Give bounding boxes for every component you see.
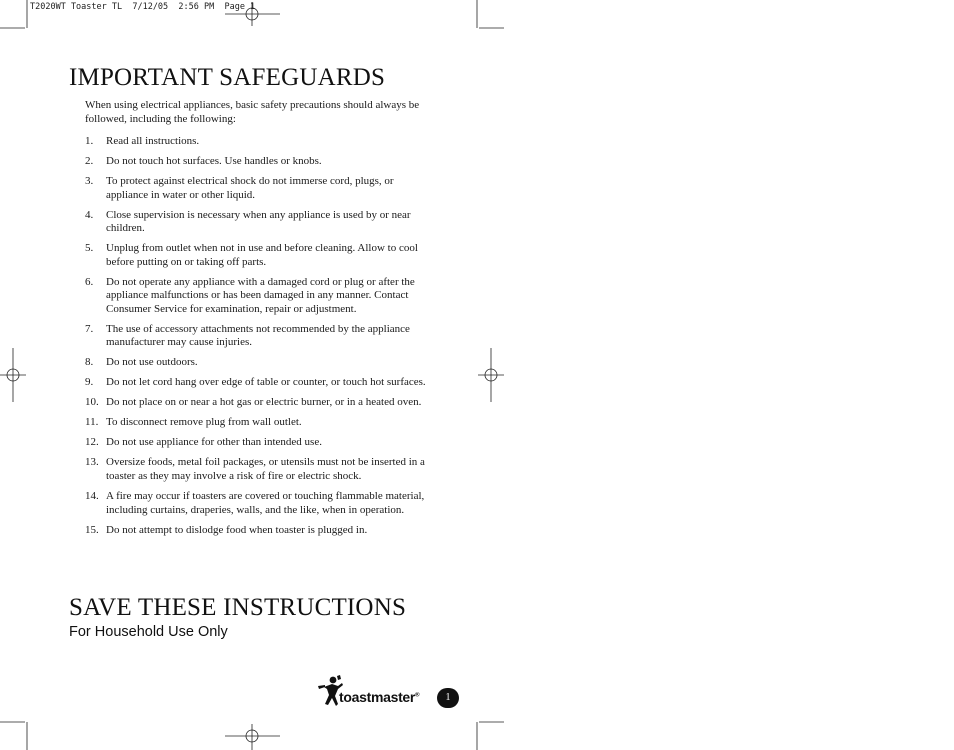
item-number: 3.: [85, 174, 94, 187]
item-number: 15.: [85, 523, 99, 536]
list-item: [85, 524, 437, 538]
item-number: 11.: [85, 416, 99, 429]
list-item: [85, 323, 437, 350]
item-text: Do not attempt to dislodge food when toaster is plugged in.: [106, 523, 368, 536]
intro-paragraph: When using electrical appliances, basic safety precautions should always be followed, including the following:: [85, 99, 420, 125]
item-text: Close supervision is necessary when any appliance is used by or near children.: [106, 208, 411, 235]
list-item: [85, 490, 437, 517]
item-number: 2.: [85, 154, 94, 167]
item-text: Read all instructions.: [106, 135, 200, 147]
item-text: The use of accessory attachments not recommended by the appliance manufacturer may cause injuries.: [106, 322, 410, 349]
item-text: Unplug from outlet when not in use and before cleaning. Allow to cool before putting on or taking off parts.: [106, 242, 418, 268]
item-number: 1.: [85, 135, 94, 147]
registered-mark: ®: [415, 692, 420, 699]
list-item: [85, 242, 437, 269]
item-text: Do not operate any appliance with a damaged cord or plug or after the appliance malfunctions or has been damaged in any manner. Contact Consumer Service for examination, repair or adjustment.: [106, 275, 415, 315]
item-number: 7.: [85, 322, 94, 335]
print-slug-line: T2020WT Toaster TL 7/12/05 2:56 PM Page 1: [30, 2, 256, 12]
list-item: [85, 276, 437, 317]
brand-name: toastmaster: [339, 689, 416, 705]
household-use-note: For Household Use Only: [69, 624, 228, 640]
item-number: 12.: [85, 436, 99, 449]
item-text: A fire may occur if toasters are covered or touching flammable material, including curtains, draperies, walls, and the like, when in operation.: [106, 489, 425, 516]
item-text: Do not use appliance for other than intended use.: [106, 436, 322, 449]
page-title: IMPORTANT SAFEGUARDS: [69, 64, 386, 91]
list-item: [85, 456, 437, 483]
save-instructions-heading: SAVE THESE INSTRUCTIONS: [69, 594, 407, 621]
list-item: [85, 416, 437, 430]
item-text: Do not place on or near a hot gas or electric burner, or in a heated oven.: [106, 396, 422, 409]
item-number: 4.: [85, 208, 94, 221]
item-number: 9.: [85, 376, 94, 389]
item-number: 14.: [85, 489, 99, 502]
brand-wordmark: [339, 689, 419, 705]
item-number: 13.: [85, 456, 99, 469]
page-number-badge: 1: [437, 688, 459, 708]
item-text: Do not use outdoors.: [106, 356, 198, 369]
list-item: [85, 209, 437, 236]
item-text: To protect against electrical shock do not immerse cord, plugs, or appliance in water or other liquid.: [106, 174, 394, 201]
item-text: Do not touch hot surfaces. Use handles or knobs.: [106, 154, 322, 167]
list-item: [85, 175, 437, 202]
item-number: 6.: [85, 275, 94, 288]
list-item: [85, 135, 437, 149]
item-text: Do not let cord hang over edge of table or counter, or touch hot surfaces.: [106, 376, 426, 389]
item-number: 5.: [85, 242, 94, 255]
safeguards-list: [85, 135, 437, 544]
list-item: [85, 436, 437, 450]
list-item: [85, 376, 437, 390]
item-text: Oversize foods, metal foil packages, or utensils must not be inserted in a toaster as they may involve a risk of fire or electric shock.: [106, 456, 425, 482]
list-item: [85, 396, 437, 410]
list-item: [85, 155, 437, 169]
item-number: 8.: [85, 356, 94, 369]
item-text: To disconnect remove plug from wall outlet.: [106, 416, 302, 429]
item-number: 10.: [85, 396, 99, 409]
list-item: [85, 356, 437, 370]
